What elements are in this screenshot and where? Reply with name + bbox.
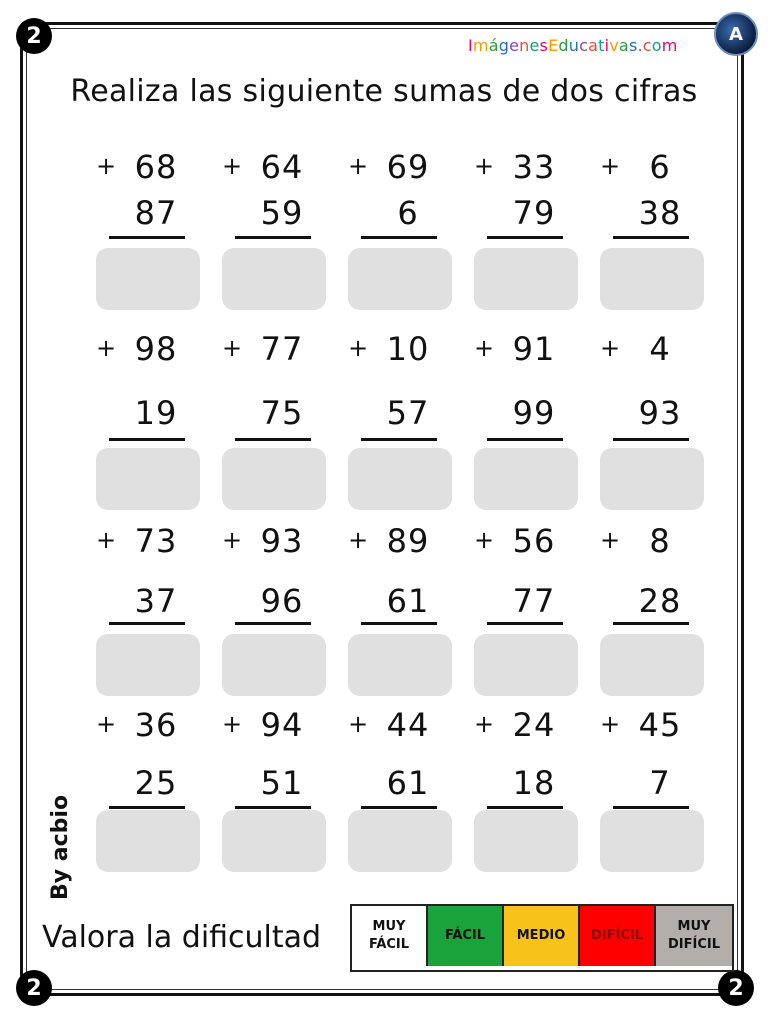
addend-top: 73 (134, 522, 178, 560)
site-name-letter: d (558, 36, 569, 55)
addend-bottom: 87 (134, 194, 178, 232)
plus-sign: + (600, 526, 621, 554)
site-name-letter: v (609, 36, 619, 55)
sum-line (235, 236, 311, 239)
sum-line (487, 236, 563, 239)
addend-top: 6 (649, 148, 671, 186)
answer-box[interactable] (474, 634, 578, 696)
answer-box[interactable] (348, 248, 452, 310)
plus-sign: + (600, 710, 621, 738)
sum-line (109, 622, 185, 625)
site-name-letter: a (588, 36, 599, 55)
author-credit: By acbio (48, 794, 73, 900)
plus-sign: + (474, 152, 495, 180)
sum-line (109, 236, 185, 239)
plus-sign: + (348, 334, 369, 362)
plus-sign: + (600, 152, 621, 180)
site-name-letter: a (618, 36, 629, 55)
site-name-letter: m (472, 36, 489, 55)
addend-bottom: 59 (260, 194, 304, 232)
sum-line (361, 236, 437, 239)
answer-box[interactable] (96, 248, 200, 310)
answer-box[interactable] (348, 634, 452, 696)
addend-top: 64 (260, 148, 304, 186)
addend-bottom: 6 (397, 194, 419, 232)
answer-box[interactable] (222, 810, 326, 872)
addend-bottom: 93 (638, 394, 682, 432)
worksheet-title: Realiza las siguiente sumas de dos cifras (70, 74, 698, 109)
answer-box[interactable] (222, 448, 326, 510)
addend-bottom: 51 (260, 764, 304, 802)
plus-sign: + (348, 710, 369, 738)
sum-line (109, 806, 185, 809)
sum-line (613, 438, 689, 441)
addend-bottom: 25 (134, 764, 178, 802)
site-name-letter: i (604, 36, 610, 55)
site-name-letter: . (637, 36, 643, 55)
addend-top: 93 (260, 522, 304, 560)
page-number-badge-top: 2 (16, 18, 52, 54)
answer-box[interactable] (600, 810, 704, 872)
plus-sign: + (222, 710, 243, 738)
sum-line (235, 806, 311, 809)
sum-line (361, 622, 437, 625)
plus-sign: + (348, 526, 369, 554)
site-name-letter: s (539, 36, 549, 55)
page-number-badge-bottom-left: 2 (16, 970, 52, 1006)
addend-bottom: 79 (512, 194, 556, 232)
answer-box[interactable] (474, 810, 578, 872)
plus-sign: + (348, 152, 369, 180)
site-name-letter: n (519, 36, 530, 55)
addend-top: 24 (512, 706, 556, 744)
site-name-letter: á (488, 36, 499, 55)
plus-sign: + (222, 334, 243, 362)
plus-sign: + (96, 152, 117, 180)
site-name-letter: I (468, 36, 473, 55)
sum-line (487, 622, 563, 625)
addend-bottom: 77 (512, 582, 556, 620)
addend-top: 33 (512, 148, 556, 186)
difficulty-option[interactable]: MUY FÁCIL (352, 906, 428, 966)
site-name-letter: m (661, 36, 678, 55)
difficulty-option[interactable]: DIFÍCIL (580, 906, 656, 966)
difficulty-scale (350, 904, 734, 972)
site-name-letter: e (509, 36, 520, 55)
plus-sign: + (600, 334, 621, 362)
answer-box[interactable] (96, 634, 200, 696)
answer-box[interactable] (222, 634, 326, 696)
plus-sign: + (222, 152, 243, 180)
addend-bottom: 28 (638, 582, 682, 620)
sum-line (361, 438, 437, 441)
addend-top: 10 (386, 330, 430, 368)
addend-bottom: 38 (638, 194, 682, 232)
addend-top: 69 (386, 148, 430, 186)
addend-bottom: 18 (512, 764, 556, 802)
answer-box[interactable] (474, 248, 578, 310)
answer-box[interactable] (600, 448, 704, 510)
sum-line (361, 806, 437, 809)
addend-top: 45 (638, 706, 682, 744)
addend-bottom: 37 (134, 582, 178, 620)
difficulty-prompt: Valora la dificultad (42, 920, 322, 955)
answer-box[interactable] (96, 810, 200, 872)
site-name-letter: o (651, 36, 662, 55)
addend-top: 77 (260, 330, 304, 368)
sum-line (613, 236, 689, 239)
addend-bottom: 19 (134, 394, 178, 432)
addend-top: 89 (386, 522, 430, 560)
addend-top: 91 (512, 330, 556, 368)
sum-line (613, 622, 689, 625)
sum-line (235, 438, 311, 441)
sum-line (109, 438, 185, 441)
plus-sign: + (474, 526, 495, 554)
difficulty-option[interactable]: FÁCIL (428, 906, 504, 966)
addend-top: 68 (134, 148, 178, 186)
answer-box[interactable] (600, 248, 704, 310)
answer-box[interactable] (600, 634, 704, 696)
sum-line (235, 622, 311, 625)
plus-sign: + (474, 710, 495, 738)
answer-box[interactable] (222, 248, 326, 310)
answer-box[interactable] (96, 448, 200, 510)
difficulty-option[interactable]: MEDIO (504, 906, 580, 966)
addend-bottom: 61 (386, 764, 430, 802)
site-name-letter: u (568, 36, 580, 55)
site-name-letter: e (529, 36, 540, 55)
addend-top: 98 (134, 330, 178, 368)
site-logo-icon: A (714, 12, 758, 56)
addend-top: 94 (260, 706, 304, 744)
site-name-letter: s (628, 36, 638, 55)
addend-top: 8 (649, 522, 671, 560)
plus-sign: + (222, 526, 243, 554)
answer-box[interactable] (474, 448, 578, 510)
sum-line (487, 806, 563, 809)
answer-box[interactable] (348, 810, 452, 872)
difficulty-option[interactable]: MUY DIFÍCIL (656, 906, 732, 966)
site-name-letter: t (598, 36, 605, 55)
site-name-letter: E (548, 36, 559, 55)
site-name-letter: c (642, 36, 652, 55)
addend-bottom: 7 (649, 764, 671, 802)
addend-top: 4 (649, 330, 671, 368)
plus-sign: + (96, 334, 117, 362)
site-name-letter: c (579, 36, 589, 55)
addend-bottom: 75 (260, 394, 304, 432)
addend-bottom: 61 (386, 582, 430, 620)
sum-line (613, 806, 689, 809)
addend-top: 36 (134, 706, 178, 744)
addend-top: 44 (386, 706, 430, 744)
plus-sign: + (96, 710, 117, 738)
sum-line (487, 438, 563, 441)
page-number-badge-bottom-right: 2 (718, 970, 754, 1006)
answer-box[interactable] (348, 448, 452, 510)
addend-bottom: 99 (512, 394, 556, 432)
plus-sign: + (96, 526, 117, 554)
addend-bottom: 96 (260, 582, 304, 620)
plus-sign: + (474, 334, 495, 362)
site-name-letter: g (498, 36, 510, 55)
addend-bottom: 57 (386, 394, 430, 432)
addend-top: 56 (512, 522, 556, 560)
